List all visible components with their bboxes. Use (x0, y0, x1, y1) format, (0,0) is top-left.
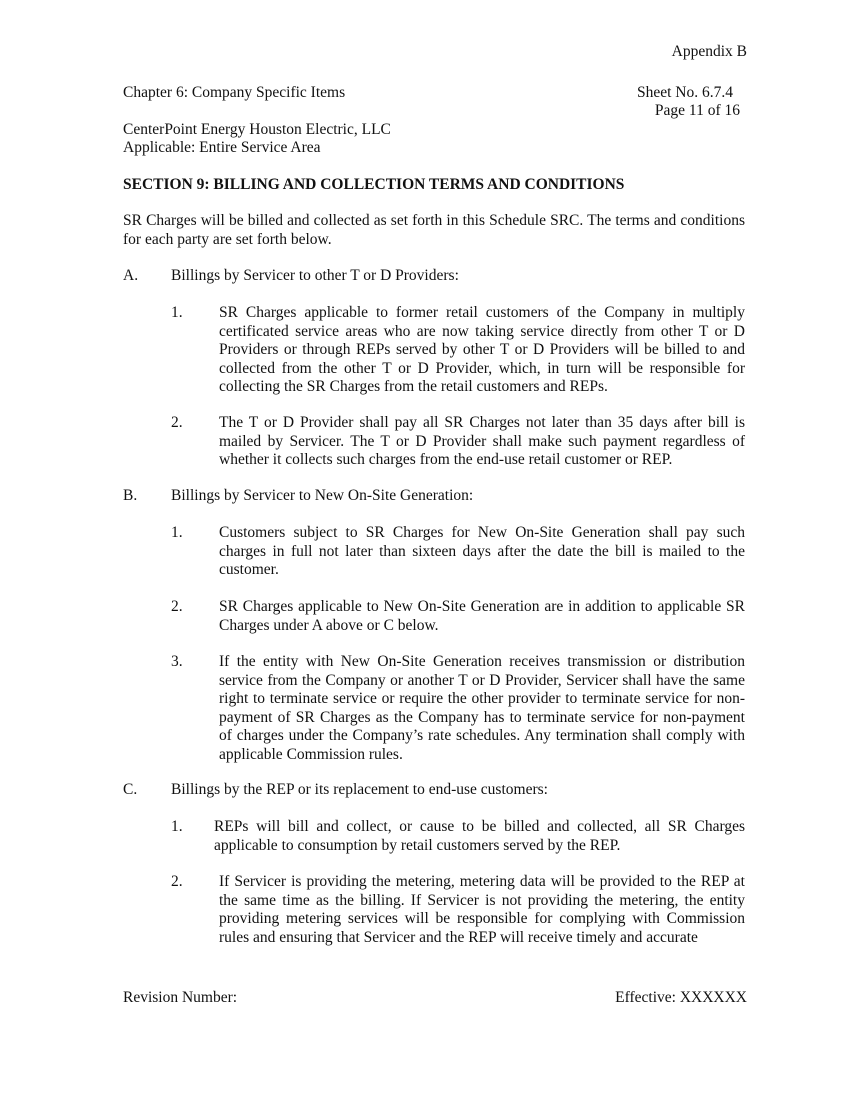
page-number: Page 11 of 16 (654, 102, 740, 119)
list-item-text: Customers subject to SR Charges for New On-Site Generation shall pay such charges in full not later than sixteen days after the date the bill is mailed to the customer. (219, 524, 745, 578)
list-item-text: The T or D Provider shall pay all SR Charges not later than 35 days after bill is mailed by Servicer. The T or D Provider shall make such payment regardless of whether it collects such charges from the end-use retail customer or REP. (219, 414, 745, 468)
list-item-text: If Servicer is providing the metering, metering data will be provided to the REP at the same time as the billing. If Servicer is not providing the metering, the entity providing metering services will be responsible for complying with Commission rules and ensuring that Servicer and the REP will receive timely and accurate (219, 873, 745, 946)
item-number: 1. (171, 304, 183, 321)
appendix-label: Appendix B (671, 43, 747, 60)
applicable-area: Applicable: Entire Service Area (123, 139, 321, 156)
intro-paragraph: SR Charges will be billed and collected as set forth in this Schedule SRC. The terms and conditions for each party are set forth below. (123, 212, 745, 248)
section-letter-a: A. (123, 267, 139, 284)
section-letter-b: B. (123, 487, 138, 504)
item-number: 1. (171, 524, 183, 541)
list-item-text: SR Charges applicable to New On-Site Generation are in addition to applicable SR Charges under A above or C below. (219, 598, 745, 634)
section-title: SECTION 9: BILLING AND COLLECTION TERMS AND CONDITIONS (123, 176, 625, 193)
list-item-text: SR Charges applicable to former retail customers of the Company in multiply certificated service areas who are now taking service directly from other T or D Providers or through REPs served by other T or D Providers will be billed to and collected from the other T or D Provider, which, in turn will be responsible for collecting the SR Charges from the retail customers and REPs. (219, 304, 745, 395)
item-number: 1. (171, 818, 183, 835)
company-name: CenterPoint Energy Houston Electric, LLC (123, 121, 391, 138)
revision-number: Revision Number: (123, 989, 238, 1006)
list-item-text: If the entity with New On-Site Generation receives transmission or distribution service from the Company or another T or D Provider, Servicer shall have the same right to terminate service or require the other provider to terminate service for non-payment of SR Charges as the Company has to terminate service for non-payment of charges under the Company’s rate schedules. Any termination shall comply with applicable Commission rules. (219, 653, 745, 763)
section-letter-c: C. (123, 781, 138, 798)
section-heading-a: Billings by Servicer to other T or D Providers: (171, 267, 459, 284)
item-number: 2. (171, 414, 183, 431)
section-heading-c: Billings by the REP or its replacement to end-use customers: (171, 781, 548, 798)
chapter-title: Chapter 6: Company Specific Items (123, 84, 346, 101)
sheet-number: Sheet No. 6.7.4 (637, 84, 734, 101)
section-heading-b: Billings by Servicer to New On-Site Generation: (171, 487, 474, 504)
item-number: 3. (171, 653, 183, 670)
item-number: 2. (171, 873, 183, 890)
item-number: 2. (171, 598, 183, 615)
list-item-text: REPs will bill and collect, or cause to be billed and collected, all SR Charges applicable to consumption by retail customers served by the REP. (214, 818, 745, 854)
effective-date: Effective: XXXXXX (615, 989, 747, 1006)
